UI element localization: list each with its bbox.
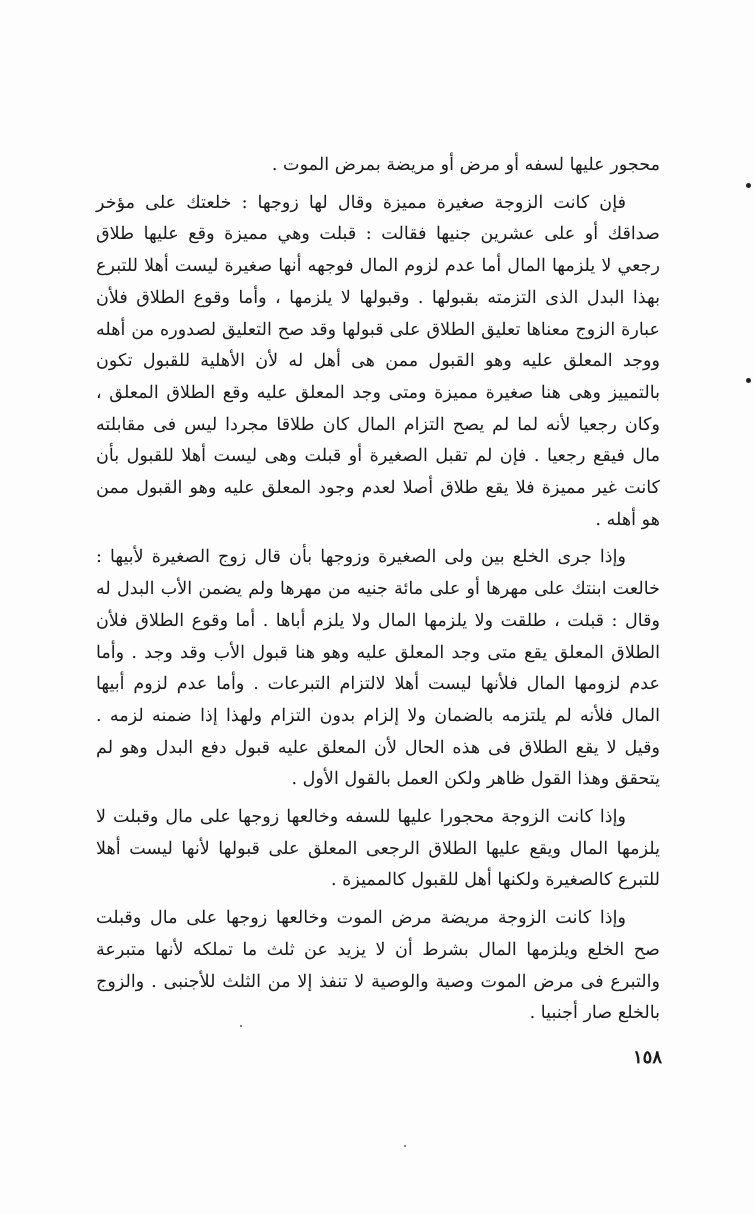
paragraph-interdicted-wife: وإذا كانت الزوجة محجورا عليها للسفه وخالعها زوجها على مال وقبلت لا يلزمها المال ويقع عليها الطلاق الرجعى المعلق على قبولها لأنها ليست أهلا للتبرع كالصغيرة ولكنها أهل للقبول كالمميزة . <box>96 807 660 891</box>
margin-ink-dot <box>746 183 751 188</box>
scan-speck <box>404 1145 406 1147</box>
paragraph-guardian-khul: وإذا جرى الخلع بين ولى الصغيرة وزوجها بأن قال زوج الصغيرة لأبيها : خالعت ابنتك على مهرها أو على مائة جنيه من مهرها ولم يضمن الأب البدل له وقال : قبلت ، طلقت ولا يلزمها المال ولا يلزم أباها . أما وقوع الطلاق فلأن الطلاق المعلق يقع متى وجد المعلق عليه وهو هنا قبول الأب وقد وجد . وأما عدم لزومها المال فلأنها ليست أهلا لالتزام التبرعات . وأما عدم لزوم أبيها المال فلأنه لم يلتزمه بالضمان ولا إلزام بدون التزام ولهذا إذا ضمنه لزمه . وقيل لا يقع الطلاق فى هذه الحال لأن المعلق عليه قبول دفع البدل وهو لم يتحقق وهذا القول ظاهر ولكن العمل بالقول الأول . <box>96 547 660 790</box>
paragraph-minor-wife-khul: فإن كانت الزوجة صغيرة مميزة وقال لها زوجها : خلعتك على مؤخر صداقك أو على عشرين جنيها فقالت : قبلت وهي مميزة وقع عليها طلاق رجعي لا يلزمها المال أما عدم لزوم المال فوجهه أنها صغيرة ليست أهلا للتبرع بهذا البدل الذى التزمته بقبولها . وقبولها لا يلزمها ، وأما وقوع الطلاق فلأن عبارة الزوج معناها تعليق الطلاق على قبولها وقد صح التعليق لصدوره من أهله ووجد المعلق عليه وهو القبول ممن هى أهل له لأن الأهلية للقبول تكون بالتمييز وهى هنا صغيرة مميزة ومتى وجد المعلق عليه وقع الطلاق المعلق ، وكان رجعيا لأنه لما لم يصح التزام المال كان طلاقا مجردا ليس فى مقابلته مال فيقع رجعيا . فإن لم تقبل الصغيرة أو قبلت وهى ليست أهلا للقبول بأن كانت غير مميزة فلا يقع طلاق أصلا لعدم وجود المعلق عليه وهو القبول ممن هو أهله . <box>96 192 660 530</box>
paragraph-continuation: محجور عليها لسفه أو مرض أو مريضة بمرض الموت . <box>271 155 660 175</box>
margin-ink-dot <box>746 378 751 383</box>
paragraph-terminally-ill-wife: وإذا كانت الزوجة مريضة مرض الموت وخالعها زوجها على مال وقبلت صح الخلع ويلزمها المال بشرط أن لا يزيد عن ثلث ما تملكه لأنها متبرعة والتبرع فى مرض الموت وصية والوصية لا تنفذ إلا من الثلث للأجنبى . والزوج بالخلع صار أجنبيا . <box>96 908 660 1024</box>
page-number: ١٥٨ <box>632 1047 662 1068</box>
body-text <box>96 150 660 1036</box>
